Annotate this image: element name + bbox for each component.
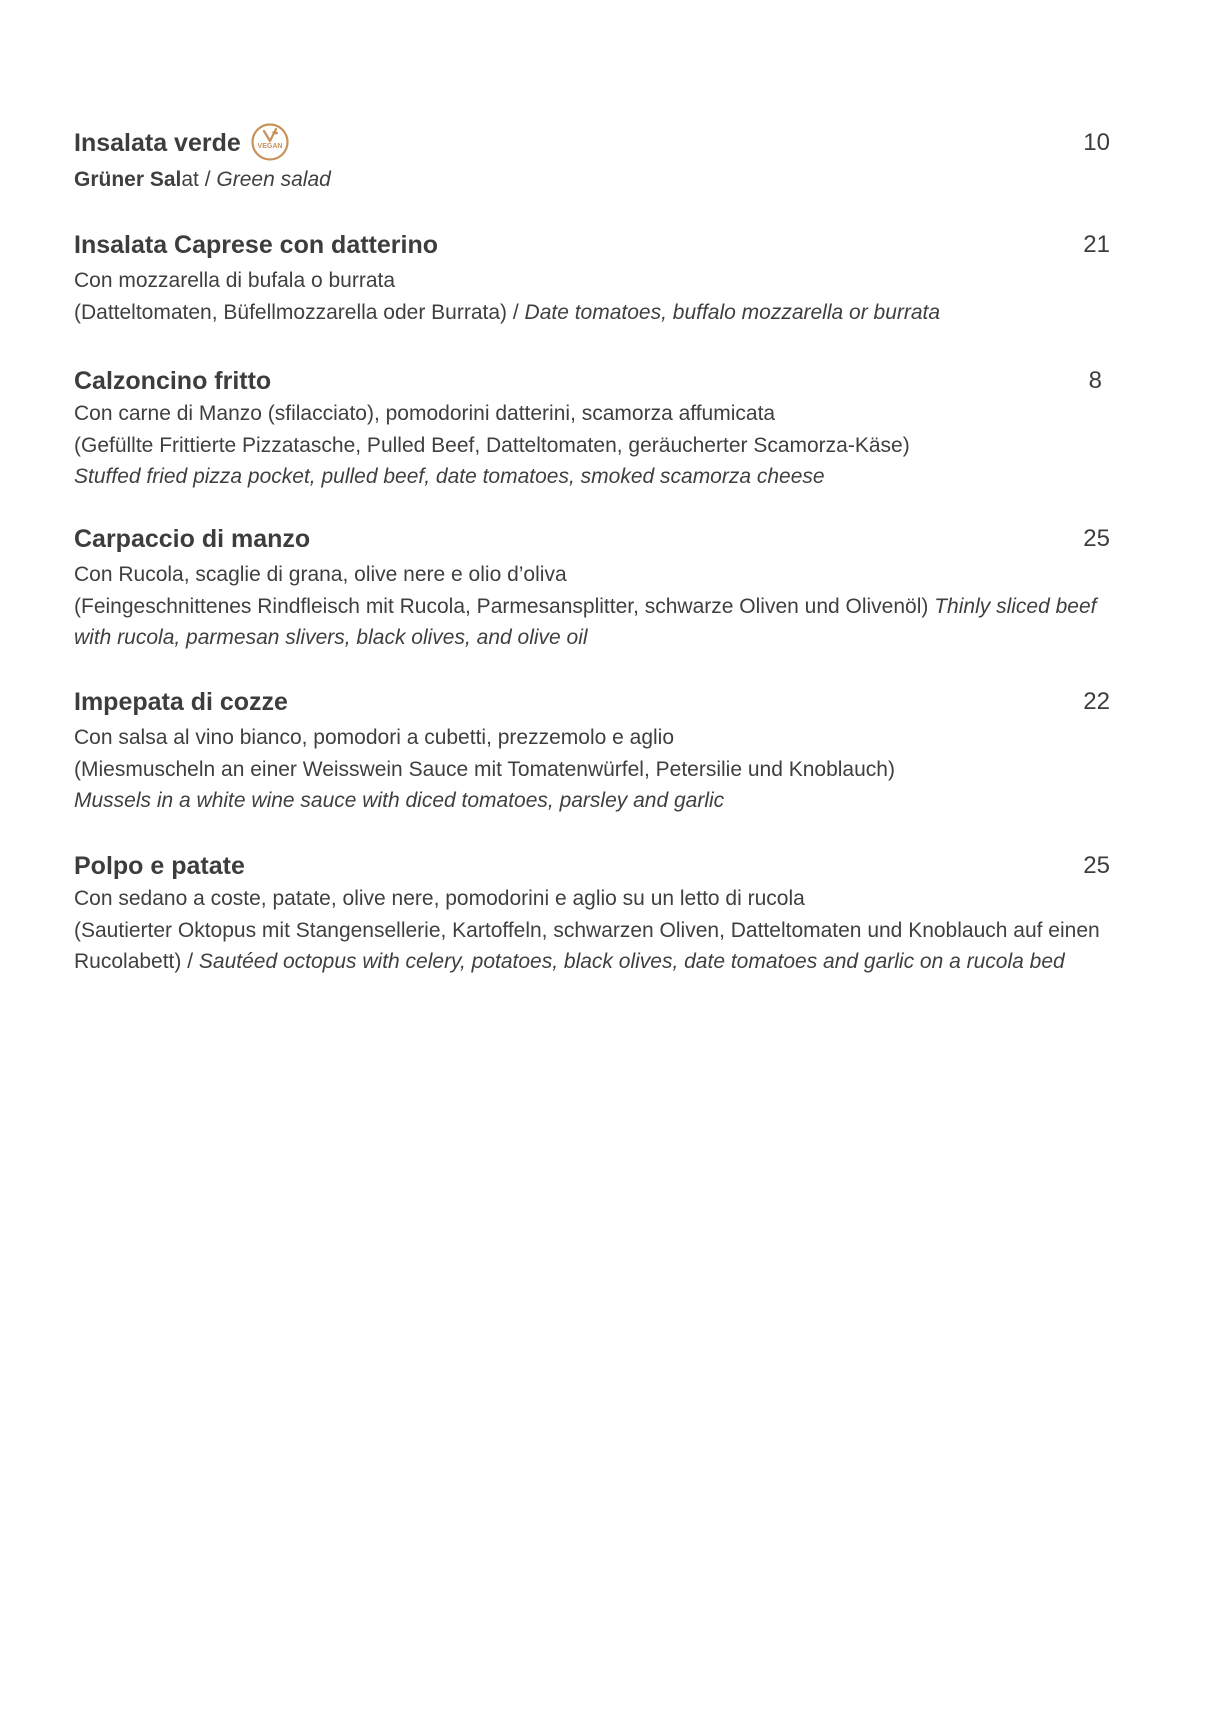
desc-de: (Datteltomaten, Büfellmozzarella oder Burrata) /	[74, 300, 525, 324]
dish-price: 25	[1083, 525, 1110, 552]
dish-name: Polpo e patate	[74, 852, 245, 880]
desc-it: Con sedano a coste, patate, olive nere, pomodorini e aglio su un letto di rucola	[74, 887, 805, 910]
desc-de-bold: Grüner Sal	[74, 168, 182, 191]
dish-price: 21	[1083, 231, 1110, 258]
desc-en: Green salad	[216, 168, 331, 191]
desc-it: Con carne di Manzo (sfilacciato), pomodorini datterini, scamorza affumicata	[74, 402, 776, 425]
desc-en: Mussels in a white wine sauce with diced tomatoes, parsley and garlic	[74, 789, 725, 812]
menu-item-header	[74, 522, 1112, 556]
vegan-icon	[250, 122, 290, 162]
desc-de: at /	[181, 168, 217, 191]
dish-name: Impepata di cozze	[74, 688, 288, 716]
desc-en: Date tomatoes, buffalo mozzarella or burrata	[524, 300, 941, 324]
dish-price: 10	[1083, 129, 1110, 156]
menu-item-impepata-di-cozze	[74, 685, 1112, 817]
menu-item-polpo-e-patate	[74, 849, 1112, 978]
menu-item-insalata-caprese	[74, 228, 1112, 328]
menu-item-header	[74, 685, 1112, 719]
dish-description	[74, 164, 1112, 196]
desc-it: Con Rucola, scaglie di grana, olive nere e olio d’oliva	[74, 563, 567, 586]
desc-it: Con salsa al vino bianco, pomodori a cubetti, prezzemolo e aglio	[74, 726, 675, 749]
dish-description	[74, 915, 1112, 978]
vegan-badge-text: VEGAN	[257, 143, 283, 150]
desc-en: Sautéed octopus with celery, potatoes, black olives, date tomatoes and garlic on a rucola bed	[198, 950, 1065, 973]
dish-name: Insalata verde	[74, 129, 241, 157]
desc-en: Stuffed fried pizza pocket, pulled beef, date tomatoes, smoked scamorza cheese	[74, 465, 825, 488]
desc-de: (Sautierter Oktopus mit Stangensellerie, Kartoffeln, schwarzen Oliven, Datteltomaten und Knoblauch auf einen Rucolabett) /	[74, 918, 1100, 973]
menu-item-header	[74, 228, 1112, 262]
desc-de: (Gefüllte Frittierte Pizzatasche, Pulled Beef, Datteltomaten, geräucherter Scamorza-Käse)	[74, 433, 910, 457]
desc-de: (Feingeschnittenes Rindfleisch mit Rucola, Parmesansplitter, schwarze Oliven und Olivenöl)	[74, 594, 935, 618]
dish-name: Calzoncino fritto	[74, 367, 272, 395]
desc-de: (Miesmuscheln an einer Weisswein Sauce mit Tomatenwürfel, Petersilie und Knoblauch)	[74, 757, 895, 781]
dish-description	[74, 591, 1112, 654]
menu-item-calzoncino-fritto	[74, 364, 1112, 493]
menu-item-header	[74, 364, 1112, 398]
dish-price: 8	[1088, 367, 1102, 394]
dish-description	[74, 297, 1112, 329]
menu-item-carpaccio-di-manzo	[74, 522, 1112, 654]
desc-en: Thinly sliced beef with rucola, parmesan slivers, black olives, and olive oil	[74, 594, 1097, 649]
dish-name: Carpaccio di manzo	[74, 525, 311, 553]
desc-it: Con mozzarella di bufala o burrata	[74, 269, 396, 292]
menu-item-header	[74, 126, 1112, 160]
dish-price: 22	[1083, 688, 1110, 715]
menu-item-insalata-verde	[74, 126, 1112, 196]
menu-item-header	[74, 849, 1112, 883]
dish-price: 25	[1083, 852, 1110, 879]
dish-name: Insalata Caprese con datterino	[74, 231, 439, 259]
